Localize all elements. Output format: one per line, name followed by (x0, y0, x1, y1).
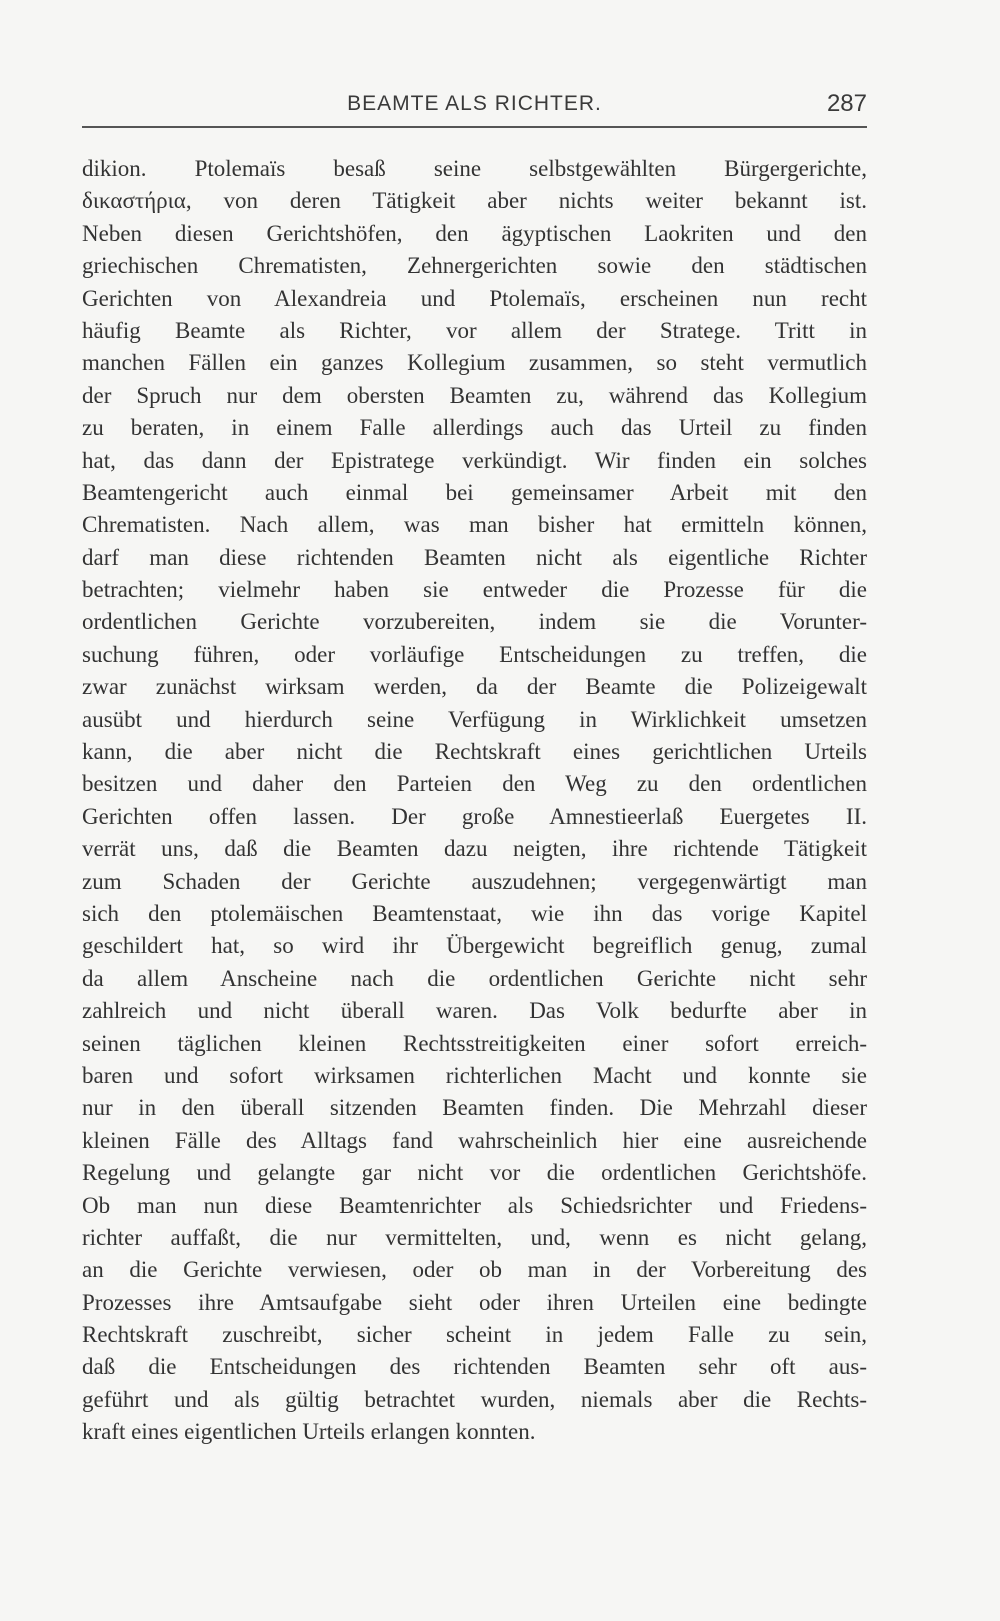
text-line: Gerichten von Alexandreia und Ptolemaïs, erscheinen nun recht (82, 285, 867, 311)
text-line: Rechtskraft zuschreibt, sicher scheint in jedem Falle zu sein, (82, 1322, 867, 1348)
text-line: manchen Fällen ein ganzes Kollegium zusammen, so steht vermutlich (82, 350, 867, 376)
text-line: zu beraten, in einem Falle allerdings auch das Urteil zu finden (82, 415, 867, 441)
text-line: zum Schaden der Gerichte auszudehnen; vergegenwärtigt man (82, 868, 867, 894)
text-line: suchung führen, oder vorläufige Entscheidungen zu treffen, die (82, 641, 867, 667)
text-line: Beamtengericht auch einmal bei gemeinsamer Arbeit mit den (82, 479, 867, 505)
text-line: geschildert hat, so wird ihr Übergewicht begreiflich genug, zumal (82, 933, 867, 959)
text-line: sich den ptolemäischen Beamtenstaat, wie ihn das vorige Kapitel (82, 900, 867, 926)
text-line: zwar zunächst wirksam werden, da der Beamte die Polizeigewalt (82, 674, 867, 700)
text-line: Regelung und gelangte gar nicht vor die ordentlichen Gerichtshöfe. (82, 1160, 867, 1186)
text-line: seinen täglichen kleinen Rechtsstreitigkeiten einer sofort erreich- (82, 1030, 867, 1056)
text-line: darf man diese richtenden Beamten nicht als eigentliche Richter (82, 544, 867, 570)
page-number: 287 (826, 90, 867, 117)
text-line: griechischen Chrematisten, Zehnergerichten sowie den städtischen (82, 253, 867, 279)
text-line: kann, die aber nicht die Rechtskraft eines gerichtlichen Urteils (82, 739, 867, 765)
text-line: Neben diesen Gerichtshöfen, den ägyptischen Laokriten und den (82, 220, 867, 246)
text-line: an die Gerichte verwiesen, oder ob man in der Vorbereitung des (82, 1257, 867, 1283)
text-line: geführt und als gültig betrachtet wurden, niemals aber die Rechts- (82, 1386, 867, 1412)
body-text (82, 153, 867, 1449)
text-line: kraft eines eigentlichen Urteils erlangen konnten. (82, 1419, 536, 1445)
text-line: kleinen Fälle des Alltags fand wahrscheinlich hier eine ausreichende (82, 1127, 867, 1153)
text-line: da allem Anscheine nach die ordentlichen Gerichte nicht sehr (82, 965, 867, 991)
text-line: nur in den überall sitzenden Beamten finden. Die Mehrzahl dieser (82, 1095, 867, 1121)
text-line: Chrematisten. Nach allem, was man bisher hat ermitteln können, (82, 512, 867, 538)
text-line: δικαστήρια, von deren Tätigkeit aber nichts weiter bekannt ist. (82, 188, 867, 214)
text-line: zahlreich und nicht überall waren. Das Volk bedurfte aber in (82, 998, 867, 1024)
text-line: betrachten; vielmehr haben sie entweder die Prozesse für die (82, 577, 867, 603)
text-line: daß die Entscheidungen des richtenden Beamten sehr oft aus- (82, 1354, 867, 1380)
text-line: dikion. Ptolemaïs besaß seine selbstgewählten Bürgergerichte, (82, 156, 867, 181)
text-line: Gerichten offen lassen. Der große Amnestieerlaß Euergetes II. (82, 803, 867, 829)
running-title: BEAMTE ALS RICHTER. (347, 92, 602, 115)
text-line: der Spruch nur dem obersten Beamten zu, während das Kollegium (82, 382, 867, 408)
text-line: baren und sofort wirksamen richterlichen Macht und konnte sie (82, 1062, 867, 1088)
text-line: verrät uns, daß die Beamten dazu neigten, ihre richtende Tätigkeit (82, 836, 867, 862)
header-rule (82, 126, 867, 128)
page-header (82, 92, 867, 126)
text-line: Ob man nun diese Beamtenrichter als Schiedsrichter und Friedens- (82, 1192, 867, 1218)
text-line: hat, das dann der Epistratege verkündigt. Wir finden ein solches (82, 447, 867, 473)
text-line: häufig Beamte als Richter, vor allem der Stratege. Tritt in (82, 317, 867, 343)
text-line: Prozesses ihre Amtsaufgabe sieht oder ihren Urteilen eine bedingte (82, 1289, 867, 1315)
text-line: richter auffaßt, die nur vermittelten, und, wenn es nicht gelang, (82, 1224, 867, 1250)
text-line: besitzen und daher den Parteien den Weg zu den ordentlichen (82, 771, 867, 797)
text-line: ordentlichen Gerichte vorzubereiten, indem sie die Vorunter- (82, 609, 867, 635)
text-line: ausübt und hierdurch seine Verfügung in Wirklichkeit umsetzen (82, 706, 867, 732)
